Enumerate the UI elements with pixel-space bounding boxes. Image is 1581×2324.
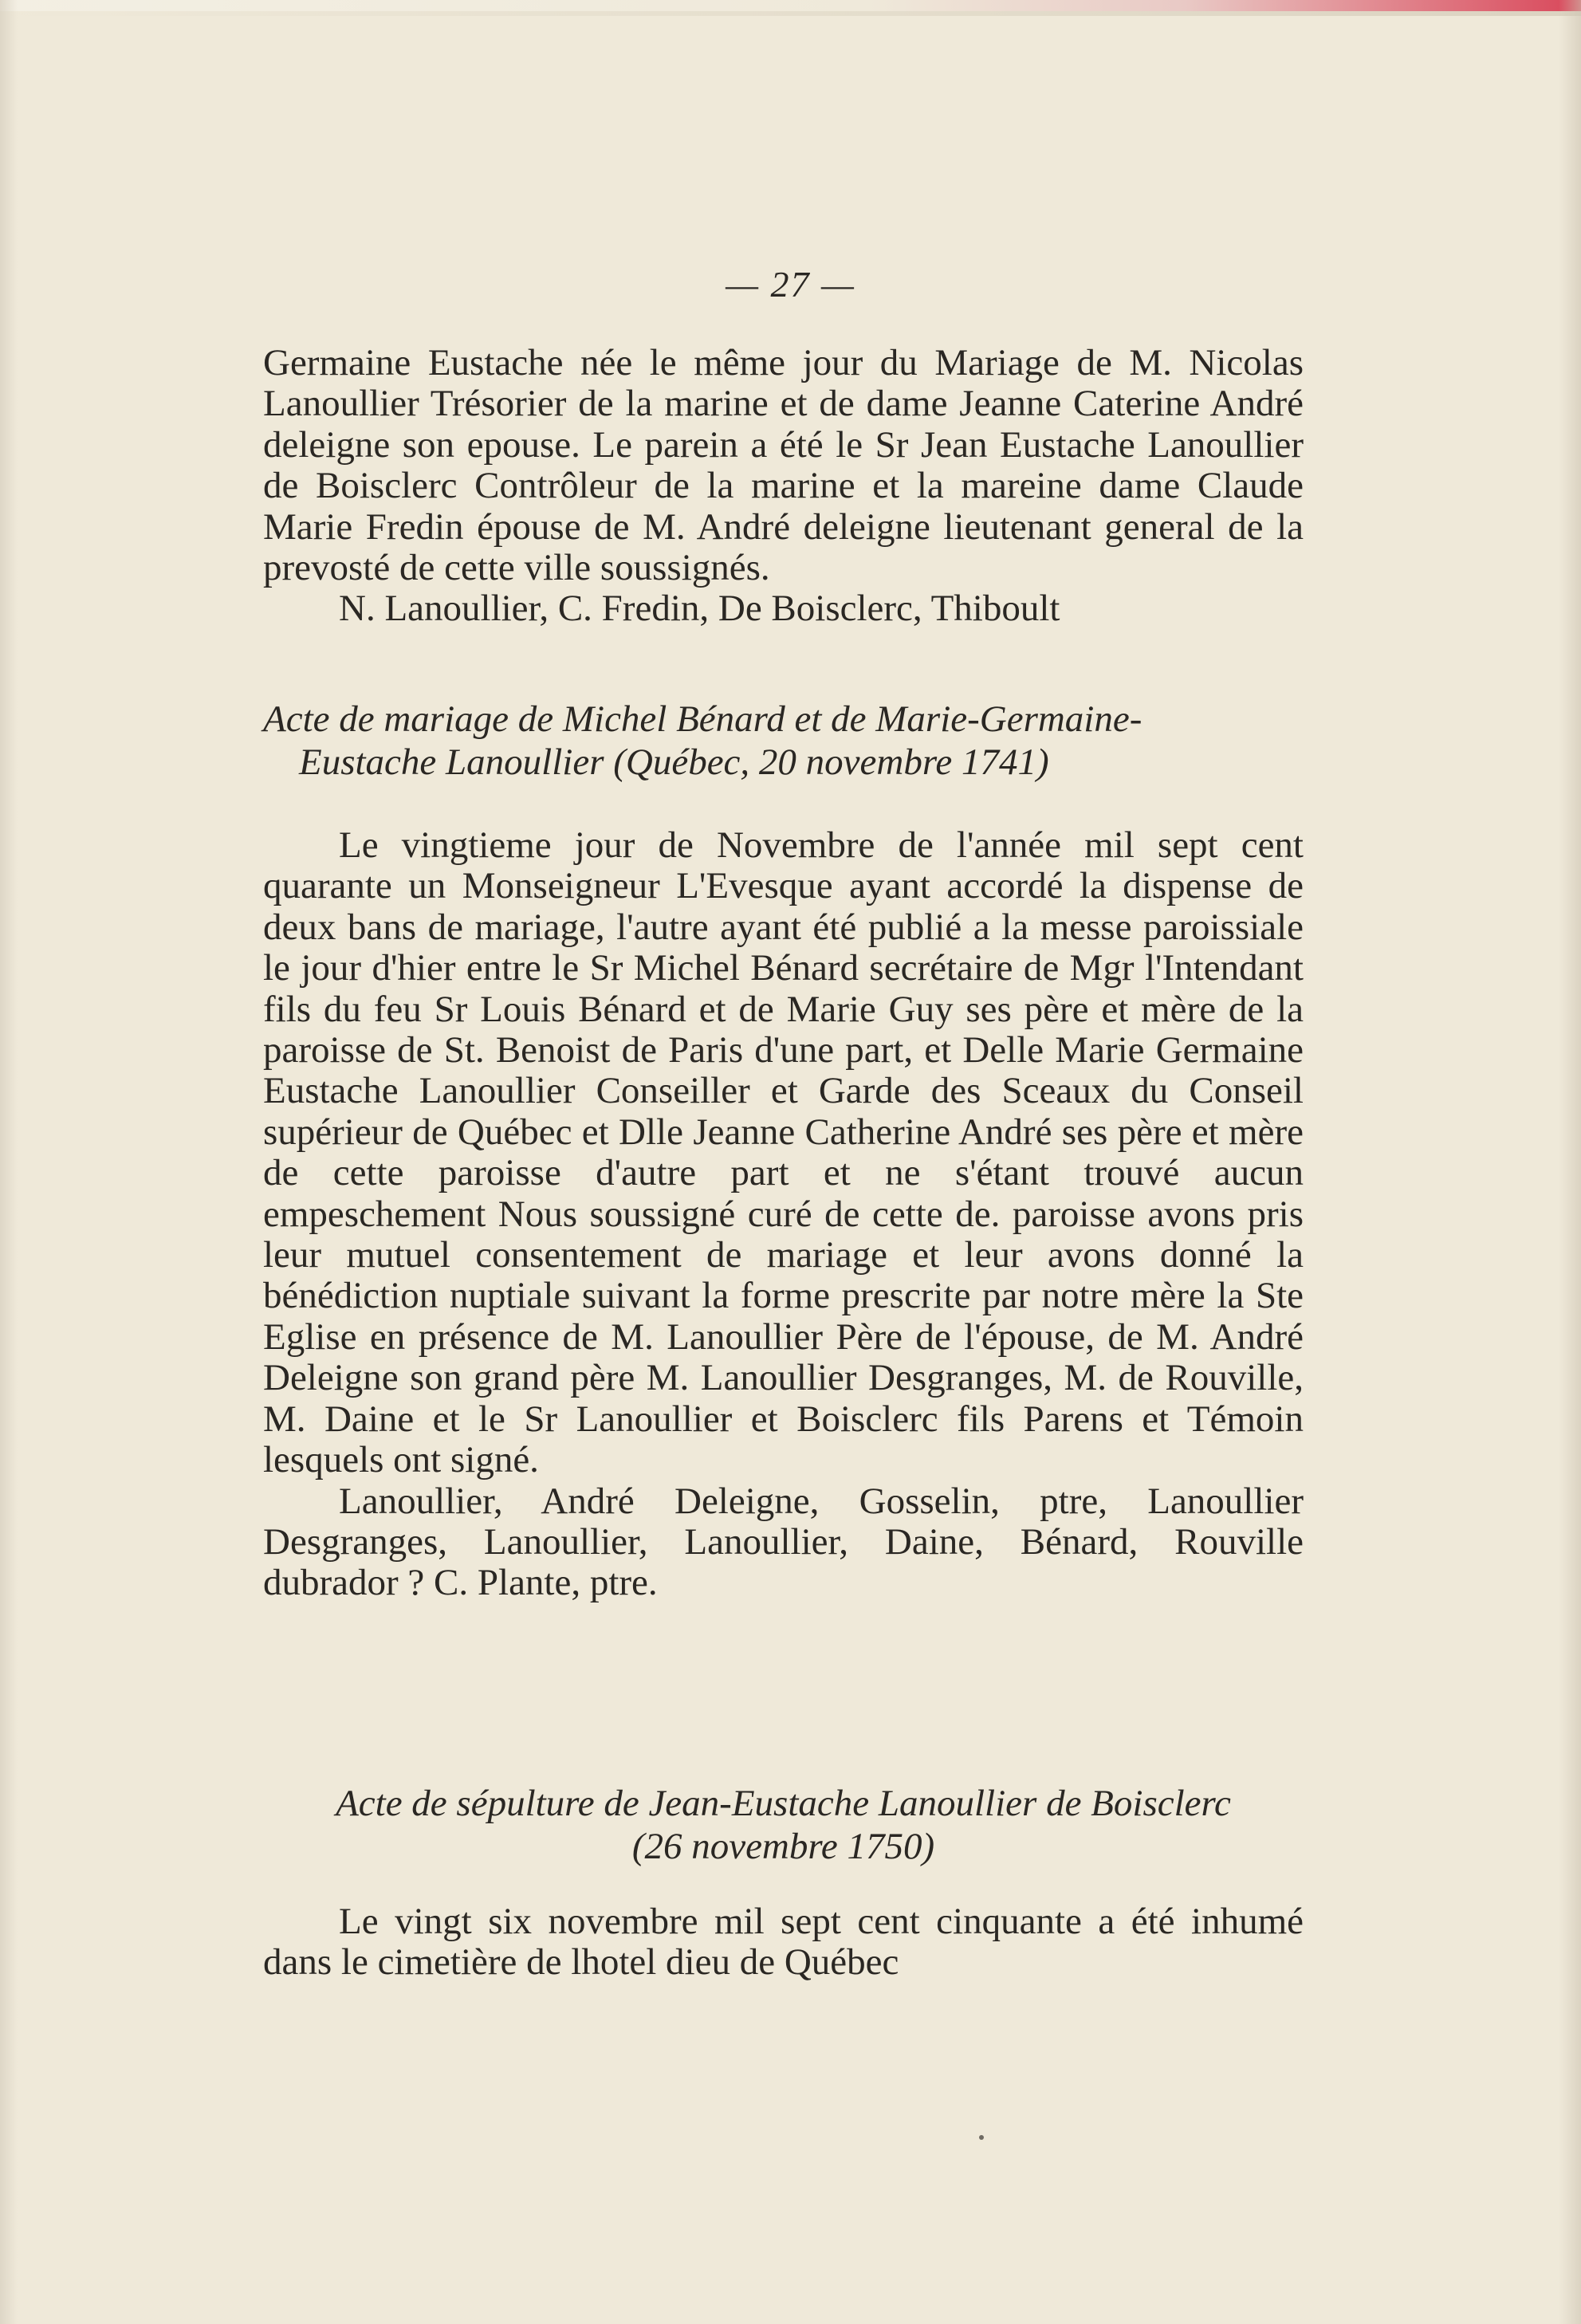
page-number: — 27 — — [726, 264, 855, 305]
baptism-signatures: N. Lanoullier, C. Fredin, De Boisclerc, Thiboult — [339, 588, 1060, 630]
marriage-heading-line2: Eustache Lanoullier (Québec, 20 novembre 1741) — [299, 741, 1049, 783]
marriage-paragraph: Le vingtieme jour de Novembre de l'année mil sept cent quarante un Monseigneur L'Evesque ayant accordé la dispense de deux bans de mariage, l'autre ayant été publié a la messe paroissiale le jour d'hier entre le Sr Michel Bénard secrétaire de Mgr l'Intendant fils du feu Sr Louis Bénard et de Marie Guy ses père et mère de la paroisse de St. Benoist de Paris d'une part, et Delle Marie Germaine Eustache Lanoullier Conseiller et Garde des Sceaux du Conseil supérieur de Québec et Dlle Jeanne Catherine André ses père et mère de cette paroisse d'autre part et ne s'étant trouvé aucun empeschement Nous soussigné curé de cette de. paroisse avons pris leur mutuel consentement de mariage et leur avons donné la bénédiction nuptiale suivant la forme prescrite par notre mère la Ste Eglise en présence de M. Lanoullier Père de l'épouse, de M. André Deleigne son grand père M. Lanoullier Desgranges, M. de Rouville, M. Daine et le Sr Lanoullier et Boisclerc fils Parens et Témoin lesquels ont signé. — [263, 824, 1304, 1481]
burial-heading-line1: Acte de sépulture de Jean-Eustache Lanoullier de Boisclerc — [336, 1783, 1231, 1824]
burial-paragraph: Le vingt six novembre mil sept cent cinquante a été inhumé dans le cimetière de lhotel dieu de Québec — [263, 1901, 1304, 1984]
section-marriage-heading — [263, 698, 1304, 784]
speck-mark — [979, 2135, 984, 2140]
page-left-edge — [0, 0, 18, 2324]
section-burial — [263, 1901, 1304, 1984]
page-top-shadow — [0, 11, 1581, 16]
page-top-edge — [0, 0, 1581, 11]
page-right-edge — [1559, 0, 1581, 2324]
marriage-signatures: Lanoullier, André Deleigne, Gosselin, ptre, Lanoullier Desgranges, Lanoullier, Lanoullier, Daine, Bénard, Rouville dubrador ? C. Plante, ptre. — [263, 1480, 1304, 1604]
section-burial-heading — [263, 1782, 1304, 1868]
burial-heading-line2: (26 novembre 1750) — [631, 1826, 935, 1867]
marriage-heading-line1: Acte de mariage de Michel Bénard et de Marie-Germaine- — [263, 698, 1142, 740]
marriage-heading — [263, 698, 1304, 784]
section-baptism — [263, 343, 1304, 630]
burial-heading — [263, 1782, 1304, 1868]
baptism-paragraph: Germaine Eustache née le même jour du Mariage de M. Nicolas Lanoullier Trésorier de la marine et de dame Jeanne Caterine André deleigne son epouse. Le parein a été le Sr Jean Eustache Lanoullier de Boisclerc Contrôleur de la marine et la mareine dame Claude Marie Fredin épouse de M. André deleigne lieutenant general de la prevosté de cette ville soussignés. — [263, 342, 1304, 589]
section-marriage — [263, 825, 1304, 1604]
